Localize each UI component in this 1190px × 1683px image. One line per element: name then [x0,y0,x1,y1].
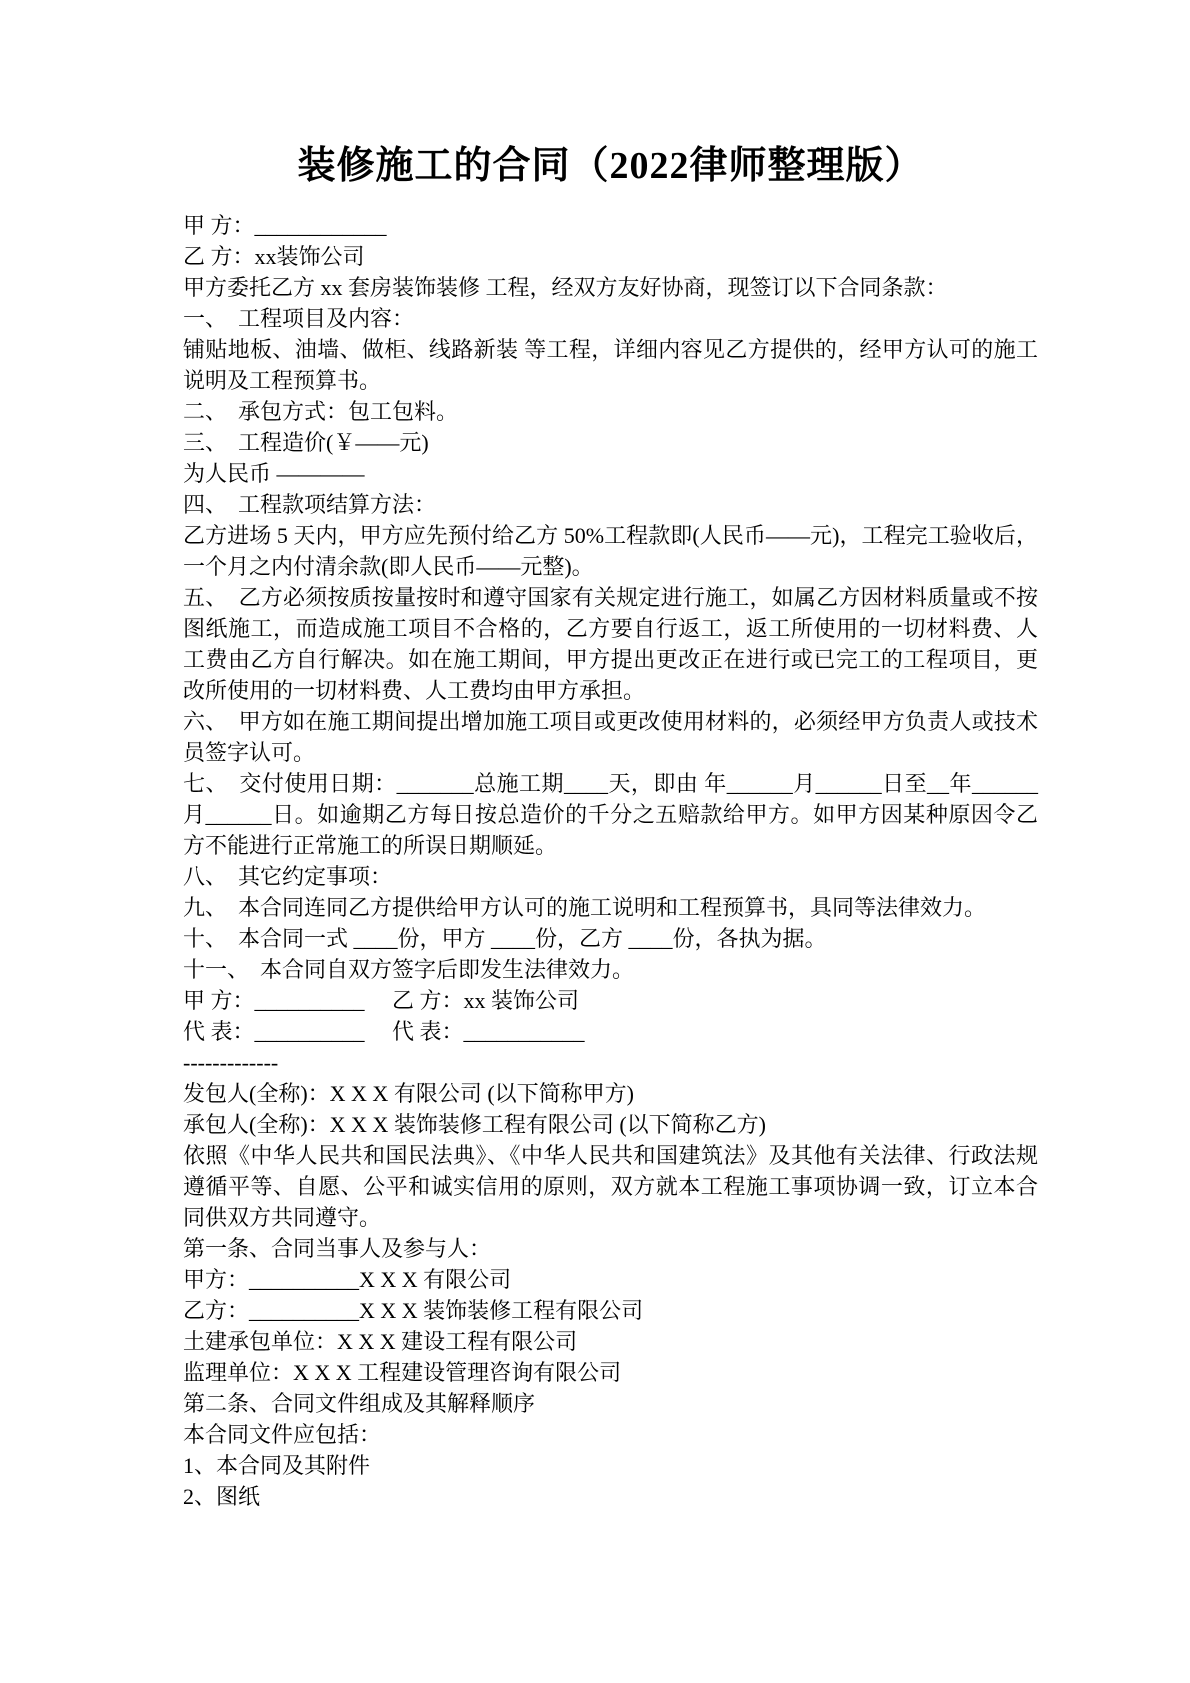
article-1-party-a: 甲方：__________X X X 有限公司 [183,1267,512,1292]
article-2-heading: 第二条、合同文件组成及其解释顺序 [183,1391,536,1416]
employer-line: 发包人(全称)：X X X 有限公司 (以下简称甲方) [183,1081,634,1106]
party-a-blank-line: 甲 方：____________ [183,213,387,238]
clause-4-heading: 四、 工程款项结算方法： [183,492,437,517]
clause-10: 十、 本合同一式 ____份，甲方 ____份，乙方 ____份，各执为据。 [183,926,827,951]
clause-11: 十一、 本合同自双方签字后即发生法律效力。 [183,957,635,982]
clause-5: 五、 乙方必须按质按量按时和遵守国家有关规定进行施工，如属乙方因材料质量或不按图纸施工，而造成施工项目不合格的，乙方要自行返工，返工所使用的一切材料费、人工费由乙方自行解决。如在施工期间，甲方提出更改正在进行或已完工的工程项目，更改所使用的一切材料费、人工费均由甲方承担。 [183,585,1038,703]
clause-1-body: 铺贴地板、油墙、做柜、线路新装 等工程，详细内容见乙方提供的，经甲方认可的施工说明及工程预算书。 [183,337,1038,393]
intro-line: 甲方委托乙方 xx 套房装饰装修 工程，经双方友好协商，现签订以下合同条款： [183,275,948,300]
party-b-line: 乙 方：xx装饰公司 [183,244,365,269]
article-1-supervisor: 监理单位：X X X 工程建设管理咨询有限公司 [183,1360,622,1385]
clause-1-heading: 一、 工程项目及内容： [183,306,415,331]
clause-2: 二、 承包方式：包工包料。 [183,399,459,424]
signature-parties-line: 甲 方：__________ 乙 方：xx 装饰公司 [183,988,580,1013]
clause-9: 九、 本合同连同乙方提供给甲方认可的施工说明和工程预算书，具同等法律效力。 [183,895,987,920]
clause-3-amount: 为人民币 ———— [183,461,365,486]
legal-basis-paragraph: 依照《中华人民共和国民法典》、《中华人民共和国建筑法》及其他有关法律、行政法规遵循平等、自愿、公平和诚实信用的原则，双方就本工程施工事项协调一致，订立本合同供双方共同遵守。 [183,1143,1038,1230]
clause-3: 三、 工程造价(￥——元) [183,430,429,455]
article-2-item-1: 1、本合同及其附件 [183,1453,371,1478]
section-separator: ------------- [183,1050,279,1075]
document-body [183,210,1038,1512]
clause-6: 六、 甲方如在施工期间提出增加施工项目或更改使用材料的，必须经甲方负责人或技术员签字认可。 [183,709,1038,765]
article-1-heading: 第一条、合同当事人及参与人： [183,1236,492,1261]
clause-7: 七、 交付使用日期：_______总施工期____天，即由 年______月______日至__年______月______日。如逾期乙方每日按总造价的千分之五赔款给甲方。如甲方因某种原因令乙方不能进行正常施工的所误日期顺延。 [183,771,1038,858]
clause-4-body: 乙方进场 5 天内，甲方应先预付给乙方 50%工程款即(人民币——元)，工程完工验收后，一个月之内付清余款(即人民币——元整)。 [183,523,1038,579]
article-1-builder: 土建承包单位：X X X 建设工程有限公司 [183,1329,578,1354]
clause-8: 八、 其它约定事项： [183,864,393,889]
contractor-line: 承包人(全称)：X X X 装饰装修工程有限公司 (以下简称乙方) [183,1112,766,1137]
article-1-party-b: 乙方：__________X X X 装饰装修工程有限公司 [183,1298,644,1323]
signature-reps-line: 代 表：__________ 代 表：___________ [183,1019,585,1044]
article-2-intro: 本合同文件应包括： [183,1422,382,1447]
article-2-item-2: 2、图纸 [183,1484,261,1509]
document-title: 装修施工的合同（2022律师整理版） [297,145,924,187]
